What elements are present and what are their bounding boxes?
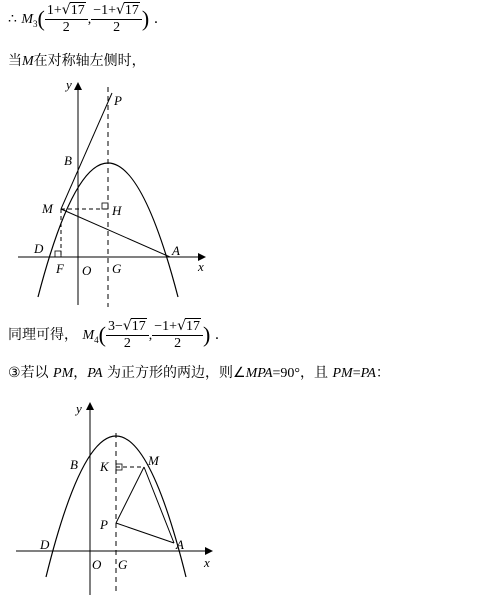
- label-x: x: [198, 259, 204, 274]
- formula-m4: 同理可得， $M_4$( $\frac{3-√17}{2}$ , $\frac{-1+√17}{2}$ ) .: [8, 318, 220, 351]
- label-g: G: [112, 261, 122, 276]
- figure-2: [0, 395, 230, 602]
- label-o: O: [82, 263, 92, 278]
- label-m: M: [148, 453, 159, 468]
- line-ma: [144, 467, 174, 543]
- fraction-y: $\frac{-1+√17}{2}$: [91, 2, 142, 36]
- label-m: M: [42, 201, 53, 216]
- label-p: P: [100, 517, 108, 532]
- subscript: 3: [33, 18, 38, 29]
- label-k: K: [100, 459, 109, 474]
- label-y: y: [76, 401, 82, 416]
- label-y: y: [66, 77, 72, 92]
- figure-1: [0, 75, 230, 315]
- condition-line: 当M在对称轴左侧时，: [8, 53, 146, 69]
- right-angle-h: [102, 203, 108, 209]
- label-d: D: [34, 241, 44, 256]
- label-g: G: [118, 557, 128, 572]
- line-mp: [61, 93, 112, 209]
- label-a: A: [172, 243, 180, 258]
- point-label: M: [82, 328, 95, 343]
- case-3-line: ③若以 PM，PA 为正方形的两边，则∠MPA=90°，且 PM=PA：: [8, 365, 390, 381]
- label-o: O: [92, 557, 102, 572]
- label-f: F: [56, 261, 64, 276]
- right-angle-f: [55, 251, 61, 257]
- line-pm: [116, 467, 144, 523]
- point-label: M: [21, 12, 34, 27]
- formula-m3: ∴ $M_3$( $\frac{1+√17}{2}$ , $\frac{-1+√17}{2}$ ) .: [8, 2, 159, 35]
- label-h: H: [112, 203, 122, 218]
- label-b: B: [70, 457, 78, 472]
- label-x: x: [204, 555, 210, 570]
- label-p: P: [114, 93, 122, 108]
- label-a: A: [176, 537, 184, 552]
- line-pa: [116, 523, 174, 543]
- fraction-x: $\frac{1+√17}{2}$: [45, 2, 88, 36]
- therefore-symbol: ∴: [8, 11, 17, 27]
- label-b: B: [64, 153, 72, 168]
- fraction-y: $\frac{-1+√17}{2}$: [152, 318, 203, 352]
- label-d: D: [40, 537, 50, 552]
- fraction-x: $\frac{3-√17}{2}$: [106, 318, 149, 352]
